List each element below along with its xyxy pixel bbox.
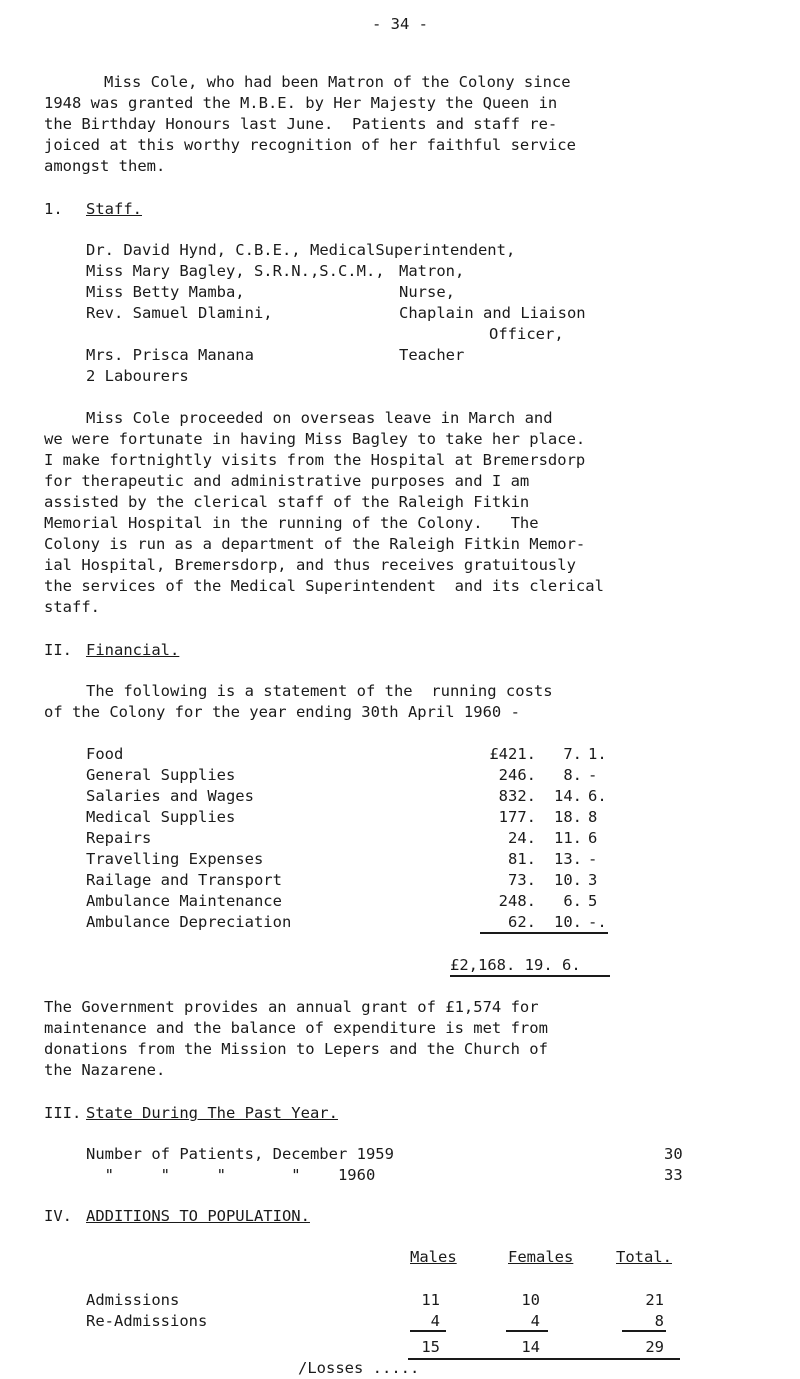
column-header-females: Females xyxy=(508,1248,574,1266)
cost-pence: 5 xyxy=(588,892,598,910)
readmissions-total: 8 xyxy=(654,1312,664,1330)
intro-line-1: Miss Cole, who had been Matron of the Colony since xyxy=(104,73,571,91)
staff-paragraph-line: for therapeutic and administrative purposes and I am xyxy=(44,472,530,490)
financial-after-line: maintenance and the balance of expenditure is met from xyxy=(44,1019,548,1037)
page-number: - 34 - xyxy=(372,15,428,33)
cost-pence: 3 xyxy=(588,871,598,889)
cost-shillings: 10. xyxy=(554,913,582,931)
cost-pounds: 832. xyxy=(498,787,536,805)
intro-line-4: joiced at this worthy recognition of her faithful service xyxy=(44,136,576,154)
cost-label: Ambulance Depreciation xyxy=(86,913,292,931)
cost-shillings: 14. xyxy=(554,787,582,805)
cost-shillings: 6. xyxy=(563,892,582,910)
staff-name: 2 Labourers xyxy=(86,367,189,385)
cost-pence: -. xyxy=(588,913,607,931)
state-heading: State During The Past Year. xyxy=(86,1104,338,1122)
financial-after-line: the Nazarene. xyxy=(44,1061,166,1079)
cost-shillings: 10. xyxy=(554,871,582,889)
staff-paragraph-line: ial Hospital, Bremersdorp, and thus receives gratuitously xyxy=(44,556,576,574)
cost-pence: 6 xyxy=(588,829,598,847)
financial-heading: Financial. xyxy=(86,641,180,659)
cost-pence: 8 xyxy=(588,808,598,826)
staff-name: Rev. Samuel Dlamini, xyxy=(86,304,273,322)
staff-name: Miss Mary Bagley, S.R.N.,S.C.M., xyxy=(86,262,385,280)
cost-pounds: 81. xyxy=(508,850,536,868)
cost-label: Repairs xyxy=(86,829,152,847)
intro-line-3: the Birthday Honours last June. Patients and staff re- xyxy=(44,115,558,133)
row-label-admissions: Admissions xyxy=(86,1291,180,1309)
staff-paragraph-line: staff. xyxy=(44,598,100,616)
column-header-males: Males xyxy=(410,1248,457,1266)
total-rule xyxy=(450,975,610,977)
cost-pounds: 248. xyxy=(498,892,536,910)
staff-role: Chaplain and Liaison xyxy=(399,304,586,322)
admissions-females: 10 xyxy=(521,1291,540,1309)
males-rule xyxy=(410,1330,446,1332)
staff-paragraph-line: the services of the Medical Superintendent and its clerical xyxy=(44,577,604,595)
additions-heading: ADDITIONS TO POPULATION. xyxy=(86,1207,310,1225)
cost-label: Food xyxy=(86,745,124,763)
financial-intro-line: of the Colony for the year ending 30th April 1960 - xyxy=(44,703,520,721)
column-header-total: Total. xyxy=(616,1248,672,1266)
staff-paragraph-line: Colony is run as a department of the Raleigh Fitkin Memor- xyxy=(44,535,586,553)
readmissions-males: 4 xyxy=(430,1312,440,1330)
staff-name: Dr. David Hynd, C.B.E., xyxy=(86,241,301,259)
cost-pence: 6. xyxy=(588,787,607,805)
state-row-value: 33 xyxy=(664,1166,683,1184)
cost-label: Medical Supplies xyxy=(86,808,236,826)
cost-pence: - xyxy=(588,850,598,868)
cost-pounds: £421. xyxy=(489,745,536,763)
staff-role: MedicalSuperintendent, xyxy=(310,241,516,259)
females-total: 14 xyxy=(521,1338,540,1356)
staff-paragraph-line: assisted by the clerical staff of the Raleigh Fitkin xyxy=(44,493,530,511)
row-label-readmissions: Re-Admissions xyxy=(86,1312,208,1330)
admissions-total: 21 xyxy=(645,1291,664,1309)
staff-paragraph-line: I make fortnightly visits from the Hospital at Bremersdorp xyxy=(44,451,586,469)
cost-shillings: 8. xyxy=(563,766,582,784)
cost-shillings: 11. xyxy=(554,829,582,847)
staff-role: Nurse, xyxy=(399,283,455,301)
grand-total: 29 xyxy=(645,1338,664,1356)
staff-paragraph-line: Miss Cole proceeded on overseas leave in March and xyxy=(86,409,553,427)
females-rule xyxy=(506,1330,548,1332)
financial-intro-line: The following is a statement of the running costs xyxy=(86,682,553,700)
state-number: III. xyxy=(44,1104,82,1122)
cost-label: Salaries and Wages xyxy=(86,787,254,805)
totals-rule xyxy=(408,1358,680,1360)
staff-name: Miss Betty Mamba, xyxy=(86,283,245,301)
cost-shillings: 13. xyxy=(554,850,582,868)
males-total: 15 xyxy=(421,1338,440,1356)
financial-after-line: donations from the Mission to Lepers and the Church of xyxy=(44,1040,548,1058)
staff-heading: Staff. xyxy=(86,200,142,218)
staff-paragraph-line: Memorial Hospital in the running of the Colony. The xyxy=(44,514,539,532)
cost-shillings: 18. xyxy=(554,808,582,826)
cost-pounds: 177. xyxy=(498,808,536,826)
cost-shillings: 7. xyxy=(563,745,582,763)
staff-name: Mrs. Prisca Manana xyxy=(86,346,254,364)
cost-pence: 1. xyxy=(588,745,607,763)
intro-line-5: amongst them. xyxy=(44,157,166,175)
state-row-value: 30 xyxy=(664,1145,683,1163)
staff-role: Officer, xyxy=(489,325,564,343)
subtotal-rule xyxy=(480,932,608,934)
staff-role: Matron, xyxy=(399,262,465,280)
additions-number: IV. xyxy=(44,1207,72,1225)
financial-after-line: The Government provides an annual grant of £1,574 for xyxy=(44,998,539,1016)
staff-number: 1. xyxy=(44,200,63,218)
staff-paragraph-line: we were fortunate in having Miss Bagley to take her place. xyxy=(44,430,586,448)
cost-pounds: 62. xyxy=(508,913,536,931)
state-row-label: Number of Patients, December 1959 xyxy=(86,1145,394,1163)
cost-label: General Supplies xyxy=(86,766,236,784)
cost-label: Ambulance Maintenance xyxy=(86,892,282,910)
financial-number: II. xyxy=(44,641,72,659)
costs-total: £2,168. 19. 6. xyxy=(450,956,581,974)
total-column-rule xyxy=(622,1330,666,1332)
cost-label: Travelling Expenses xyxy=(86,850,264,868)
cost-pounds: 73. xyxy=(508,871,536,889)
cost-pounds: 24. xyxy=(508,829,536,847)
cost-label: Railage and Transport xyxy=(86,871,282,889)
intro-line-2: 1948 was granted the M.B.E. by Her Majesty the Queen in xyxy=(44,94,558,112)
readmissions-females: 4 xyxy=(530,1312,540,1330)
continuation-note: /Losses ..... xyxy=(298,1359,420,1377)
cost-pence: - xyxy=(588,766,598,784)
cost-pounds: 246. xyxy=(498,766,536,784)
admissions-males: 11 xyxy=(421,1291,440,1309)
state-row-label: " " " " 1960 xyxy=(86,1166,376,1184)
staff-role: Teacher xyxy=(399,346,465,364)
